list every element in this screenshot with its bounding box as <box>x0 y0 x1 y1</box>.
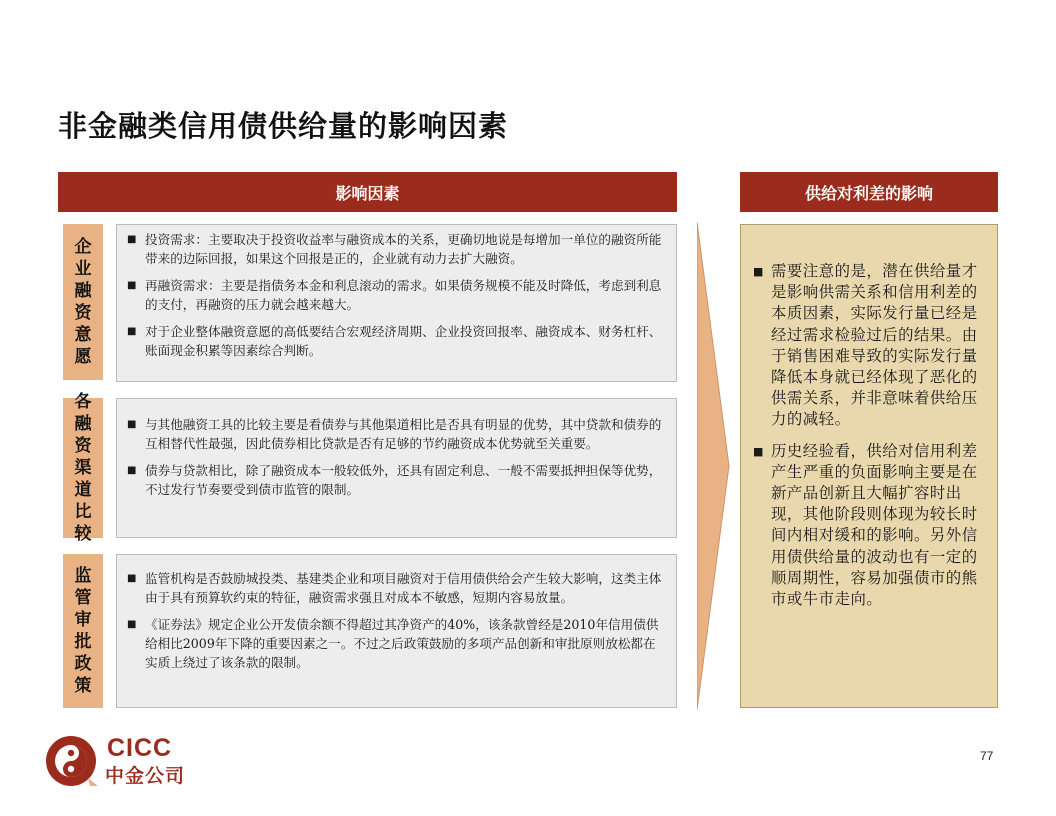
bullet-icon: ■ <box>753 265 764 278</box>
list-item: ■ 与其他融资工具的比较主要是看债券与其他渠道相比是否具有明显的优势，其中贷款和债券的互相替代性最强，因此债券相比贷款是否有足够的节约融资成本优势就至关重要。 <box>127 417 662 451</box>
list-item: ■ 对于企业整体融资意愿的高低要结合宏观经济周期、企业投资回报率、融资成本、财务杠杆、账面现金积累等因素综合判断。 <box>127 324 662 358</box>
page-number: 77 <box>980 749 994 763</box>
cicc-logo <box>44 734 204 788</box>
section-box-regulatory-policy <box>116 554 677 708</box>
header-factors: 影响因素 <box>58 172 677 212</box>
section-box-channel-comparison <box>116 398 677 538</box>
list-item: ■ 投资需求：主要取决于投资收益率与融资成本的关系，更确切地说是每增加一单位的融资所能带来的边际回报，如果这个回报是正的，企业就有动力去扩大融资。 <box>127 232 662 266</box>
list-item: ■ 再融资需求：主要是指债务本金和利息滚动的需求。如果债务规模不能及时降低，考虑到利息的支付，再融资的压力就会越来越大。 <box>127 278 662 312</box>
section-box-financing-willingness <box>116 224 677 382</box>
bullet-icon: ■ <box>127 419 137 430</box>
list-item: ■ 需要注意的是，潜在供给量才是影响供需关系和信用利差的本质因素，实际发行量已经是经过需求检验过后的结果。由于销售困难导致的实际发行量降低本身就已经体现了恶化的供需关系，并非意味着供给压力的减轻。 <box>753 261 987 431</box>
logo-text-cn: 中金公司 <box>105 765 186 787</box>
list-item: ■ 《证券法》规定企业公开发债余额不得超过其净资产的40%，该条款曾经是2010年信用债供给相比2009年下降的重要因素之一。不过之后政策鼓励的多项产品创新和审批原则放松都在实质上绕过了该条款的限制。 <box>127 617 659 670</box>
bullet-icon: ■ <box>127 280 137 291</box>
section-label-channel-comparison: 各融资渠道比较 <box>63 398 103 538</box>
bullet-icon: ■ <box>127 465 137 476</box>
section-label-regulatory-policy: 监管审批政策 <box>63 554 103 708</box>
list-item: ■ 历史经验看，供给对信用利差产生严重的负面影响主要是在新产品创新且大幅扩容时出现，其他阶段则体现为较长时间内相对缓和的影响。另外信用债供给量的波动也有一定的顺周期性，容易加强债市的熊市或牛市走向。 <box>753 441 987 611</box>
bullet-icon: ■ <box>127 234 137 245</box>
bullet-icon: ■ <box>127 573 137 584</box>
header-impact: 供给对利差的影响 <box>740 172 998 212</box>
logo-text-en: CICC <box>107 734 173 762</box>
list-item: ■ 监管机构是否鼓励城投类、基建类企业和项目融资对于信用债供给会产生较大影响，这类主体由于具有预算软约束的特征，融资需求强且对成本不敏感，短期内容易放量。 <box>127 571 662 605</box>
list-item: ■ 债券与贷款相比，除了融资成本一般较低外，还具有固定利息、一般不需要抵押担保等优势，不过发行节奏要受到债市监管的限制。 <box>127 463 662 497</box>
cicc-emblem-icon <box>44 734 100 788</box>
impact-box <box>740 224 998 708</box>
bullet-icon: ■ <box>127 326 137 337</box>
bullet-icon: ■ <box>753 444 764 458</box>
flow-arrow-icon <box>697 222 733 710</box>
page-title: 非金融类信用债供给量的影响因素 <box>58 109 509 143</box>
bullet-icon: ■ <box>127 619 137 630</box>
section-label-financing-willingness: 企业融资意愿 <box>63 224 103 380</box>
